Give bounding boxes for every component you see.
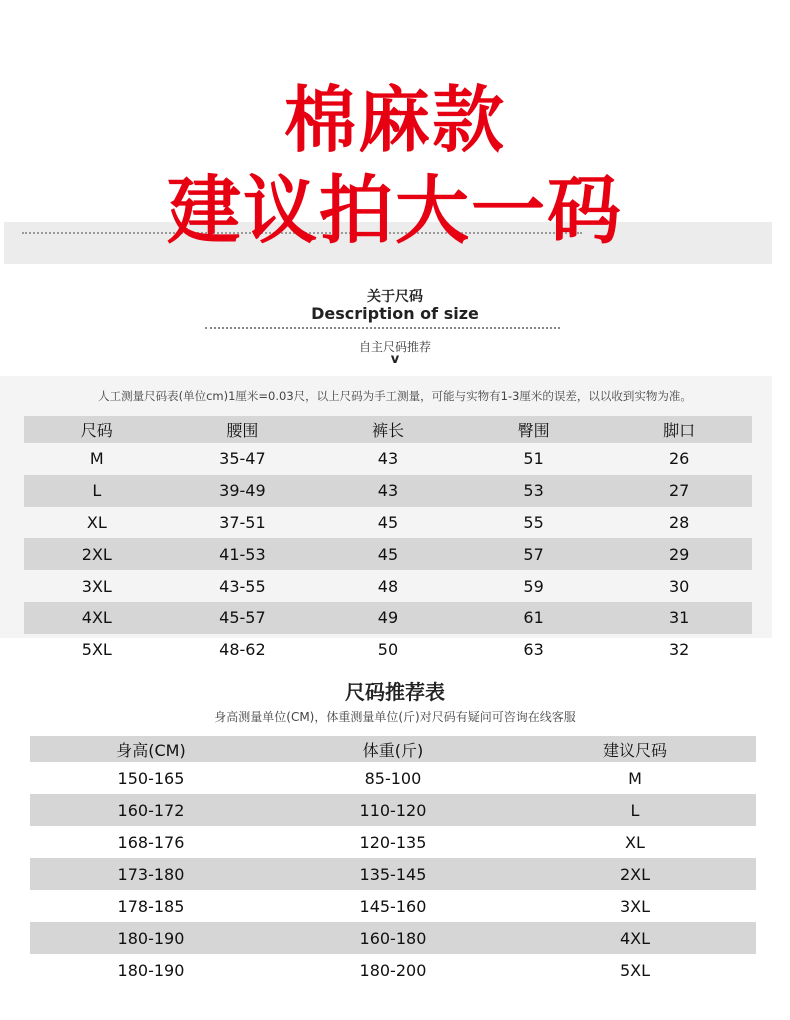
table-row [30,794,756,826]
column-header: 体重(斤) [272,736,514,762]
table-row [24,634,752,666]
table-cell: 59 [523,576,544,596]
table-cell: 43-55 [219,576,266,596]
column-header: 裤长 [315,416,461,443]
table-cell: 48-62 [219,640,266,660]
table-cell: 180-190 [30,922,272,954]
table-cell: 120-135 [359,832,427,852]
column-header: 臀围 [461,416,607,443]
table-cell: L [514,794,756,826]
table-cell: 3XL [619,896,650,916]
table-cell: 5XL [81,640,112,660]
column-header: 建议尺码 [514,736,756,762]
table-row [30,922,756,954]
table-row [30,826,756,858]
table-cell: 63 [523,640,544,660]
table-cell: 2XL [24,538,170,570]
table-cell: 39-49 [170,475,316,507]
table-cell: 180-190 [117,960,185,980]
table-cell: 45 [377,512,399,532]
table-cell: 28 [669,512,690,532]
dotted-divider [205,327,560,329]
table-cell: 37-51 [219,512,266,532]
table-row [24,507,752,539]
table-row [30,762,756,794]
table-cell: 160-180 [272,922,514,954]
size-table-note: 人工测量尺码表(单位cm)1厘米=0.03尺，以上尺码为手工测量，可能与实物有1-3厘米的误差，以以收到实物为准。 [98,389,692,403]
table-cell: 57 [461,538,607,570]
table-cell: XL [86,512,107,532]
table-cell: 29 [606,538,752,570]
banner-title: 棉麻款 [283,78,506,162]
table-header-row [30,736,756,762]
table-cell: 110-120 [272,794,514,826]
table-cell: 51 [523,449,544,469]
table-cell: 85-100 [364,768,422,788]
table-cell: 35-47 [219,449,266,469]
table-header-row [24,416,752,443]
chevron-down-icon: v [390,352,400,367]
table-cell: 173-180 [30,858,272,890]
table-cell: 45-57 [170,602,316,634]
recommend-table [30,736,756,986]
self-recommend-label: 自主尺码推荐 [358,340,431,354]
table-row [24,602,752,634]
table-row [30,890,756,922]
table-cell: 4XL [24,602,170,634]
column-header: 身高(CM) [30,736,272,762]
table-row [24,538,752,570]
table-cell: 61 [461,602,607,634]
table-cell: XL [625,832,645,852]
table-cell: 135-145 [272,858,514,890]
table-cell: 168-176 [117,832,185,852]
table-row [24,570,752,602]
table-cell: 3XL [81,576,112,596]
table-cell: 49 [315,602,461,634]
table-cell: 2XL [514,858,756,890]
table-cell: 55 [523,512,544,532]
table-row [24,475,752,507]
table-row [30,954,756,986]
table-cell: 4XL [514,922,756,954]
table-cell: 43 [377,449,399,469]
size-table [24,416,752,666]
table-row [24,443,752,475]
recommend-table-title: 尺码推荐表 [345,680,445,704]
column-header: 腰围 [170,416,316,443]
table-cell: 50 [377,640,399,660]
column-header: 脚口 [606,416,752,443]
table-cell: 160-172 [30,794,272,826]
table-cell: M [89,449,104,469]
table-cell: 43 [315,475,461,507]
section-title-en: Description of size [311,304,479,323]
table-cell: 145-160 [359,896,427,916]
table-cell: M [628,768,642,788]
table-cell: 31 [606,602,752,634]
table-cell: 45 [315,538,461,570]
column-header: 尺码 [24,416,170,443]
table-cell: 27 [606,475,752,507]
table-cell: 30 [669,576,690,596]
table-cell: 5XL [619,960,650,980]
table-row [30,858,756,890]
table-cell: 41-53 [170,538,316,570]
table-cell: 150-165 [117,768,185,788]
table-cell: L [24,475,170,507]
table-cell: 53 [461,475,607,507]
table-cell: 32 [669,640,690,660]
table-cell: 178-185 [117,896,185,916]
table-cell: 26 [669,449,690,469]
recommend-table-note: 身高测量单位(CM)，体重测量单位(斤)对尺码有疑问可咨询在线客服 [214,710,576,724]
table-cell: 48 [377,576,399,596]
table-cell: 180-200 [359,960,427,980]
banner-subtitle: 建议拍大一码 [167,168,623,254]
section-title-cn: 关于尺码 [367,289,423,305]
